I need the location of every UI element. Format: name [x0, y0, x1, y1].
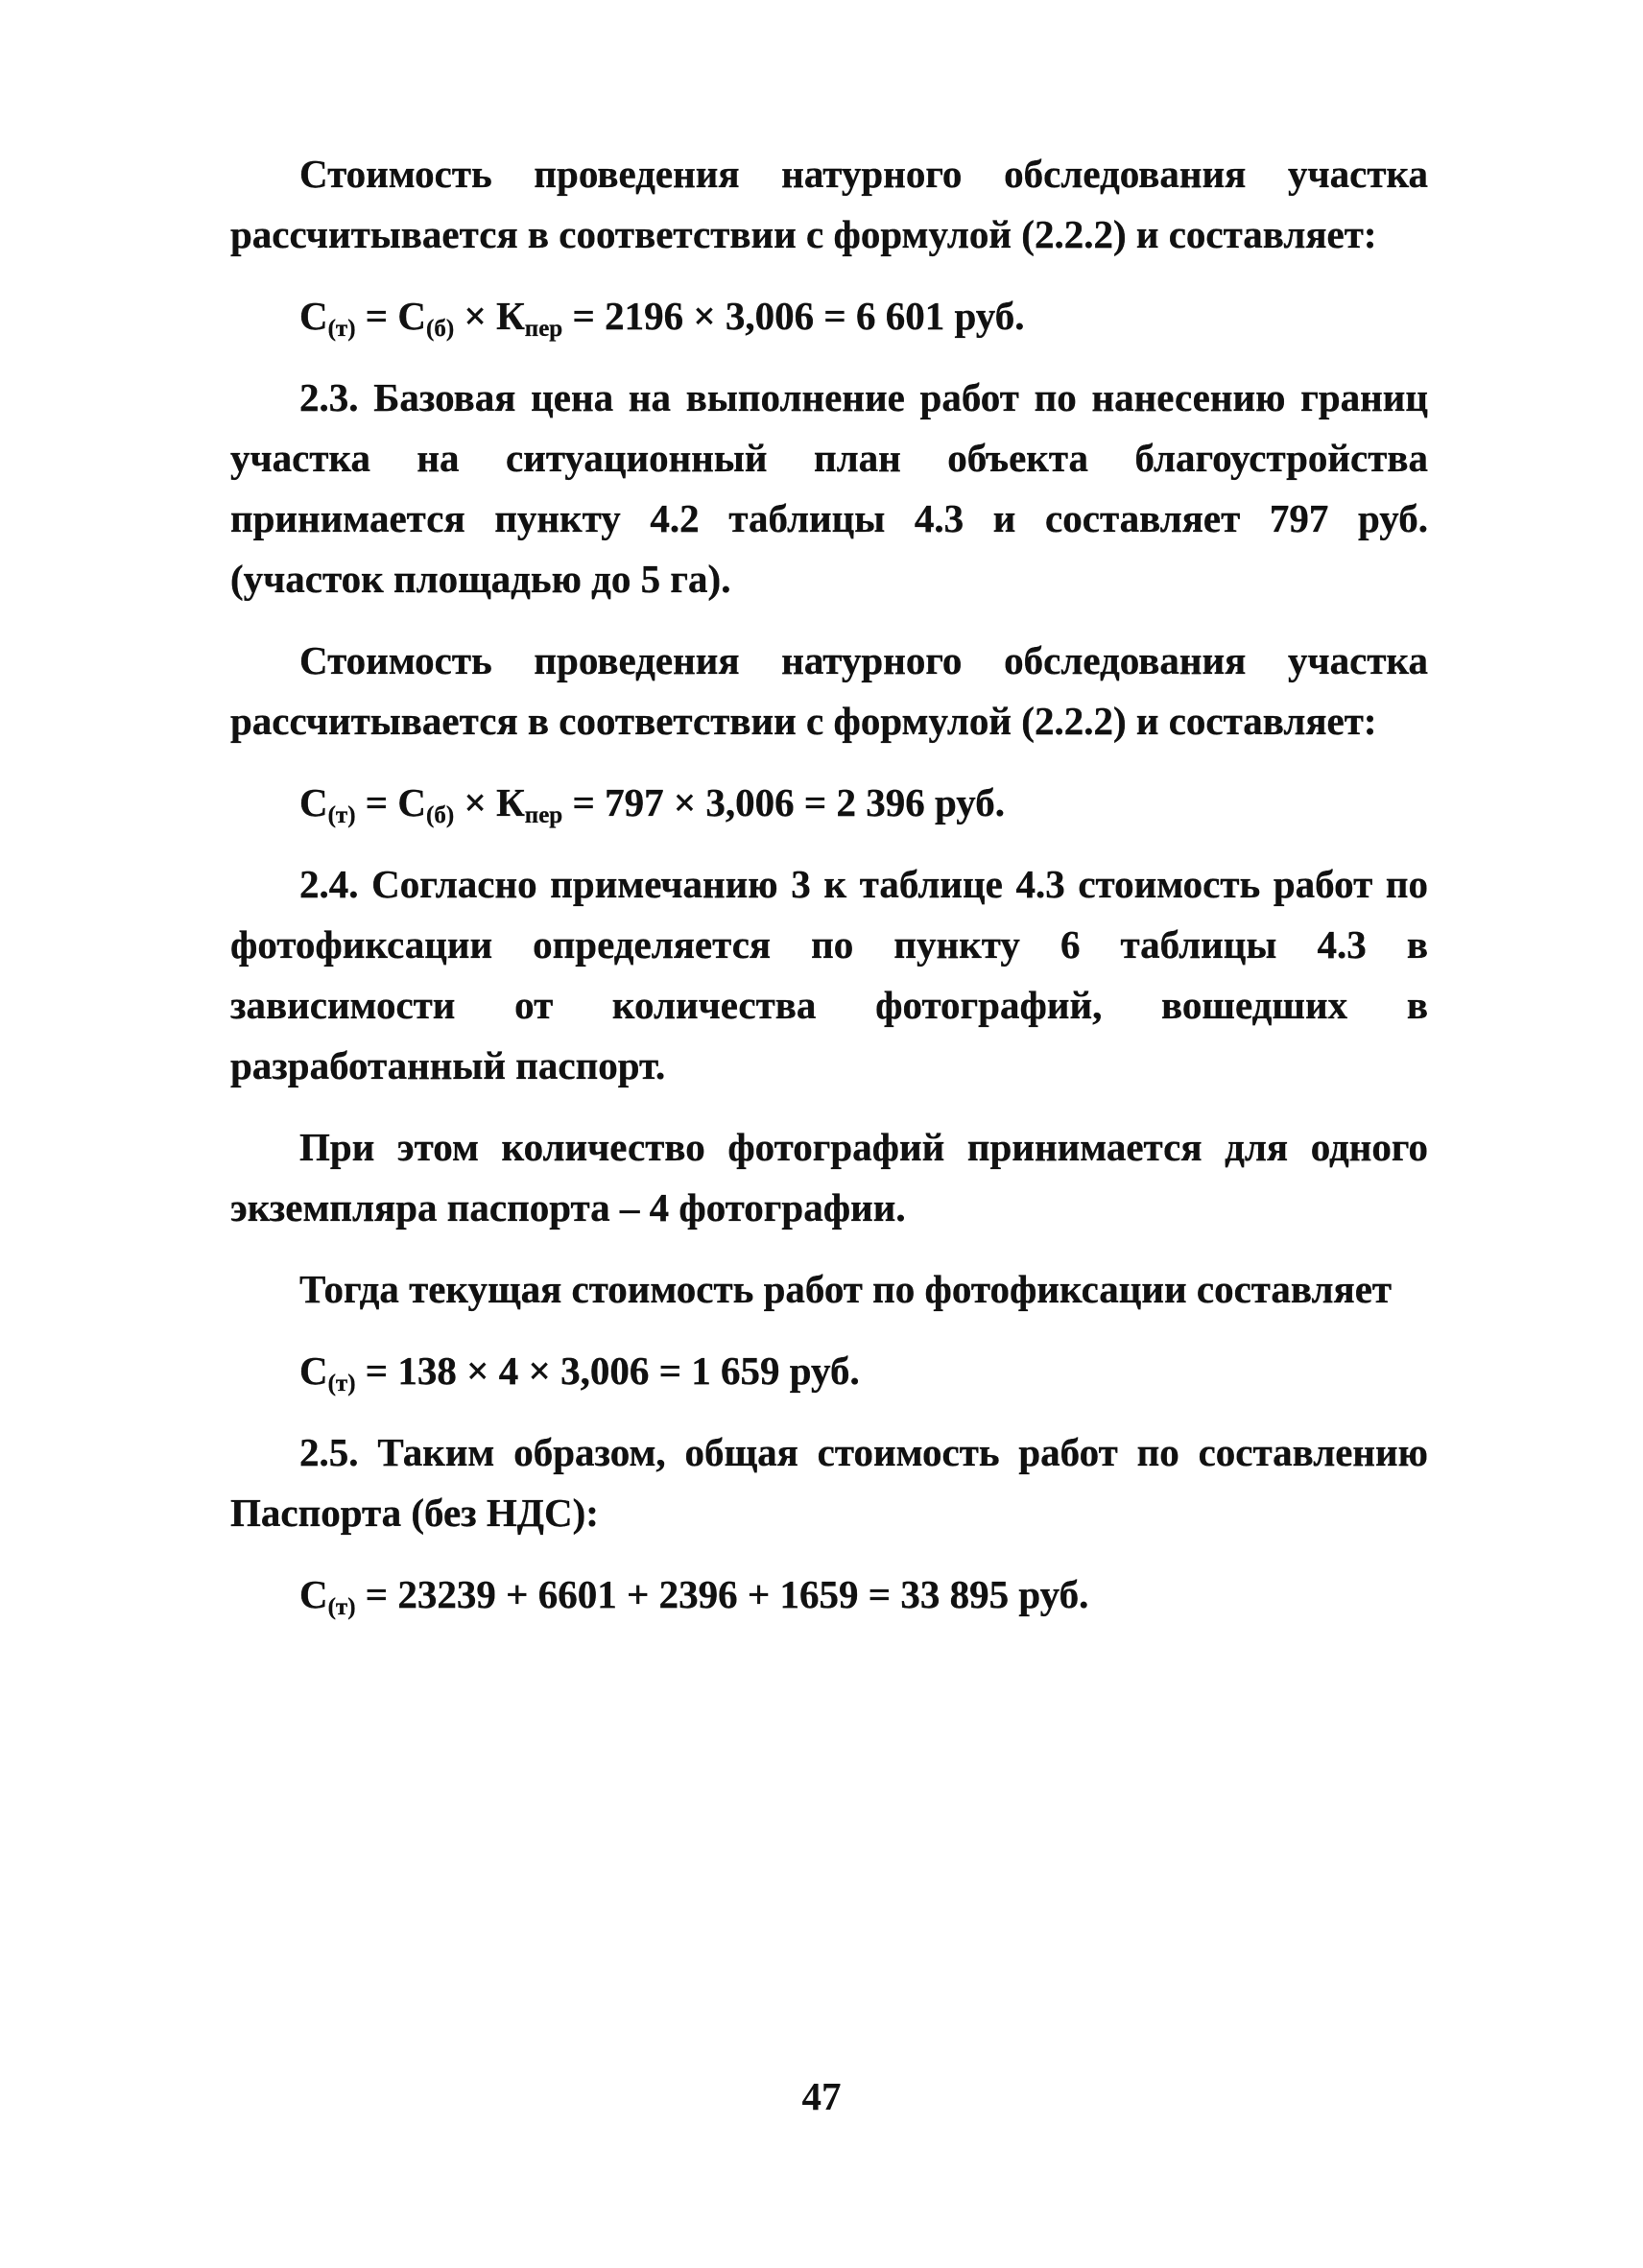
paragraph-base-price-boundaries: 2.3. Базовая цена на выполнение работ по нанесению границ участка на ситуационный план объекта благоустройства принимается пункту 4.2 таблицы 4.3 и составляет 797 руб. (участок площадью до 5 га).: [230, 375, 1428, 601]
formula-subscript: пер: [524, 316, 563, 342]
formula-result: = 138 × 4 × 3,006 = 1 659 руб.: [365, 1349, 860, 1393]
formula-times: ×: [464, 294, 487, 338]
formula-k-symbol: К: [496, 294, 525, 338]
formula-photo-cost: [299, 1341, 1428, 1401]
formula-k-symbol: К: [496, 780, 525, 824]
paragraph-field-survey-cost-2: Стоимость проведения натурного обследования участка рассчитывается в соответствии с формулой (2.2.2) и составляет:: [230, 638, 1428, 743]
paragraph-photo-cost-intro: Тогда текущая стоимость работ по фотофиксации составляет: [299, 1267, 1393, 1311]
page-body: [230, 144, 1428, 1646]
formula-subscript: (т): [327, 316, 356, 342]
paragraph-photo-fixation: 2.4. Согласно примечанию 3 к таблице 4.3 стоимость работ по фотофиксации определяется по пункту 6 таблицы 4.3 в зависимости от количества фотографий, вошедших в разработанный паспорт.: [230, 862, 1428, 1087]
paragraph-total-cost: 2.5. Таким образом, общая стоимость работ по составлению Паспорта (без НДС):: [230, 1430, 1428, 1535]
formula-result: = 23239 + 6601 + 2396 + 1659 = 33 895 руб.: [365, 1572, 1089, 1616]
formula-symbol: С: [397, 294, 427, 338]
formula-subscript: (т): [327, 1594, 356, 1620]
formula-total-cost: [299, 1564, 1428, 1625]
formula-result: = 797 × 3,006 = 2 396 руб.: [572, 780, 1006, 824]
paragraph-photo-count: При этом количество фотографий принимается для одного экземпляра паспорта – 4 фотографии.: [230, 1125, 1428, 1229]
paragraph-field-survey-cost-1: Стоимость проведения натурного обследования участка рассчитывается в соответствии с формулой (2.2.2) и составляет:: [230, 152, 1428, 256]
page-number: 47: [801, 2074, 842, 2118]
formula-boundaries-cost: [299, 773, 1428, 833]
formula-subscript: (б): [426, 316, 455, 342]
formula-equals: =: [365, 780, 389, 824]
formula-result: = 2196 × 3,006 = 6 601 руб.: [572, 294, 1025, 338]
formula-equals: =: [365, 294, 389, 338]
formula-times: ×: [464, 780, 487, 824]
formula-symbol: С: [299, 1572, 328, 1616]
formula-subscript: пер: [524, 802, 563, 828]
formula-subscript: (б): [426, 802, 455, 828]
formula-symbol: С: [397, 780, 427, 824]
formula-subscript: (т): [327, 1371, 356, 1397]
formula-field-survey-cost: [299, 286, 1428, 346]
formula-subscript: (т): [327, 802, 356, 828]
formula-symbol: С: [299, 1349, 328, 1393]
formula-symbol: С: [299, 294, 328, 338]
formula-symbol: С: [299, 780, 328, 824]
